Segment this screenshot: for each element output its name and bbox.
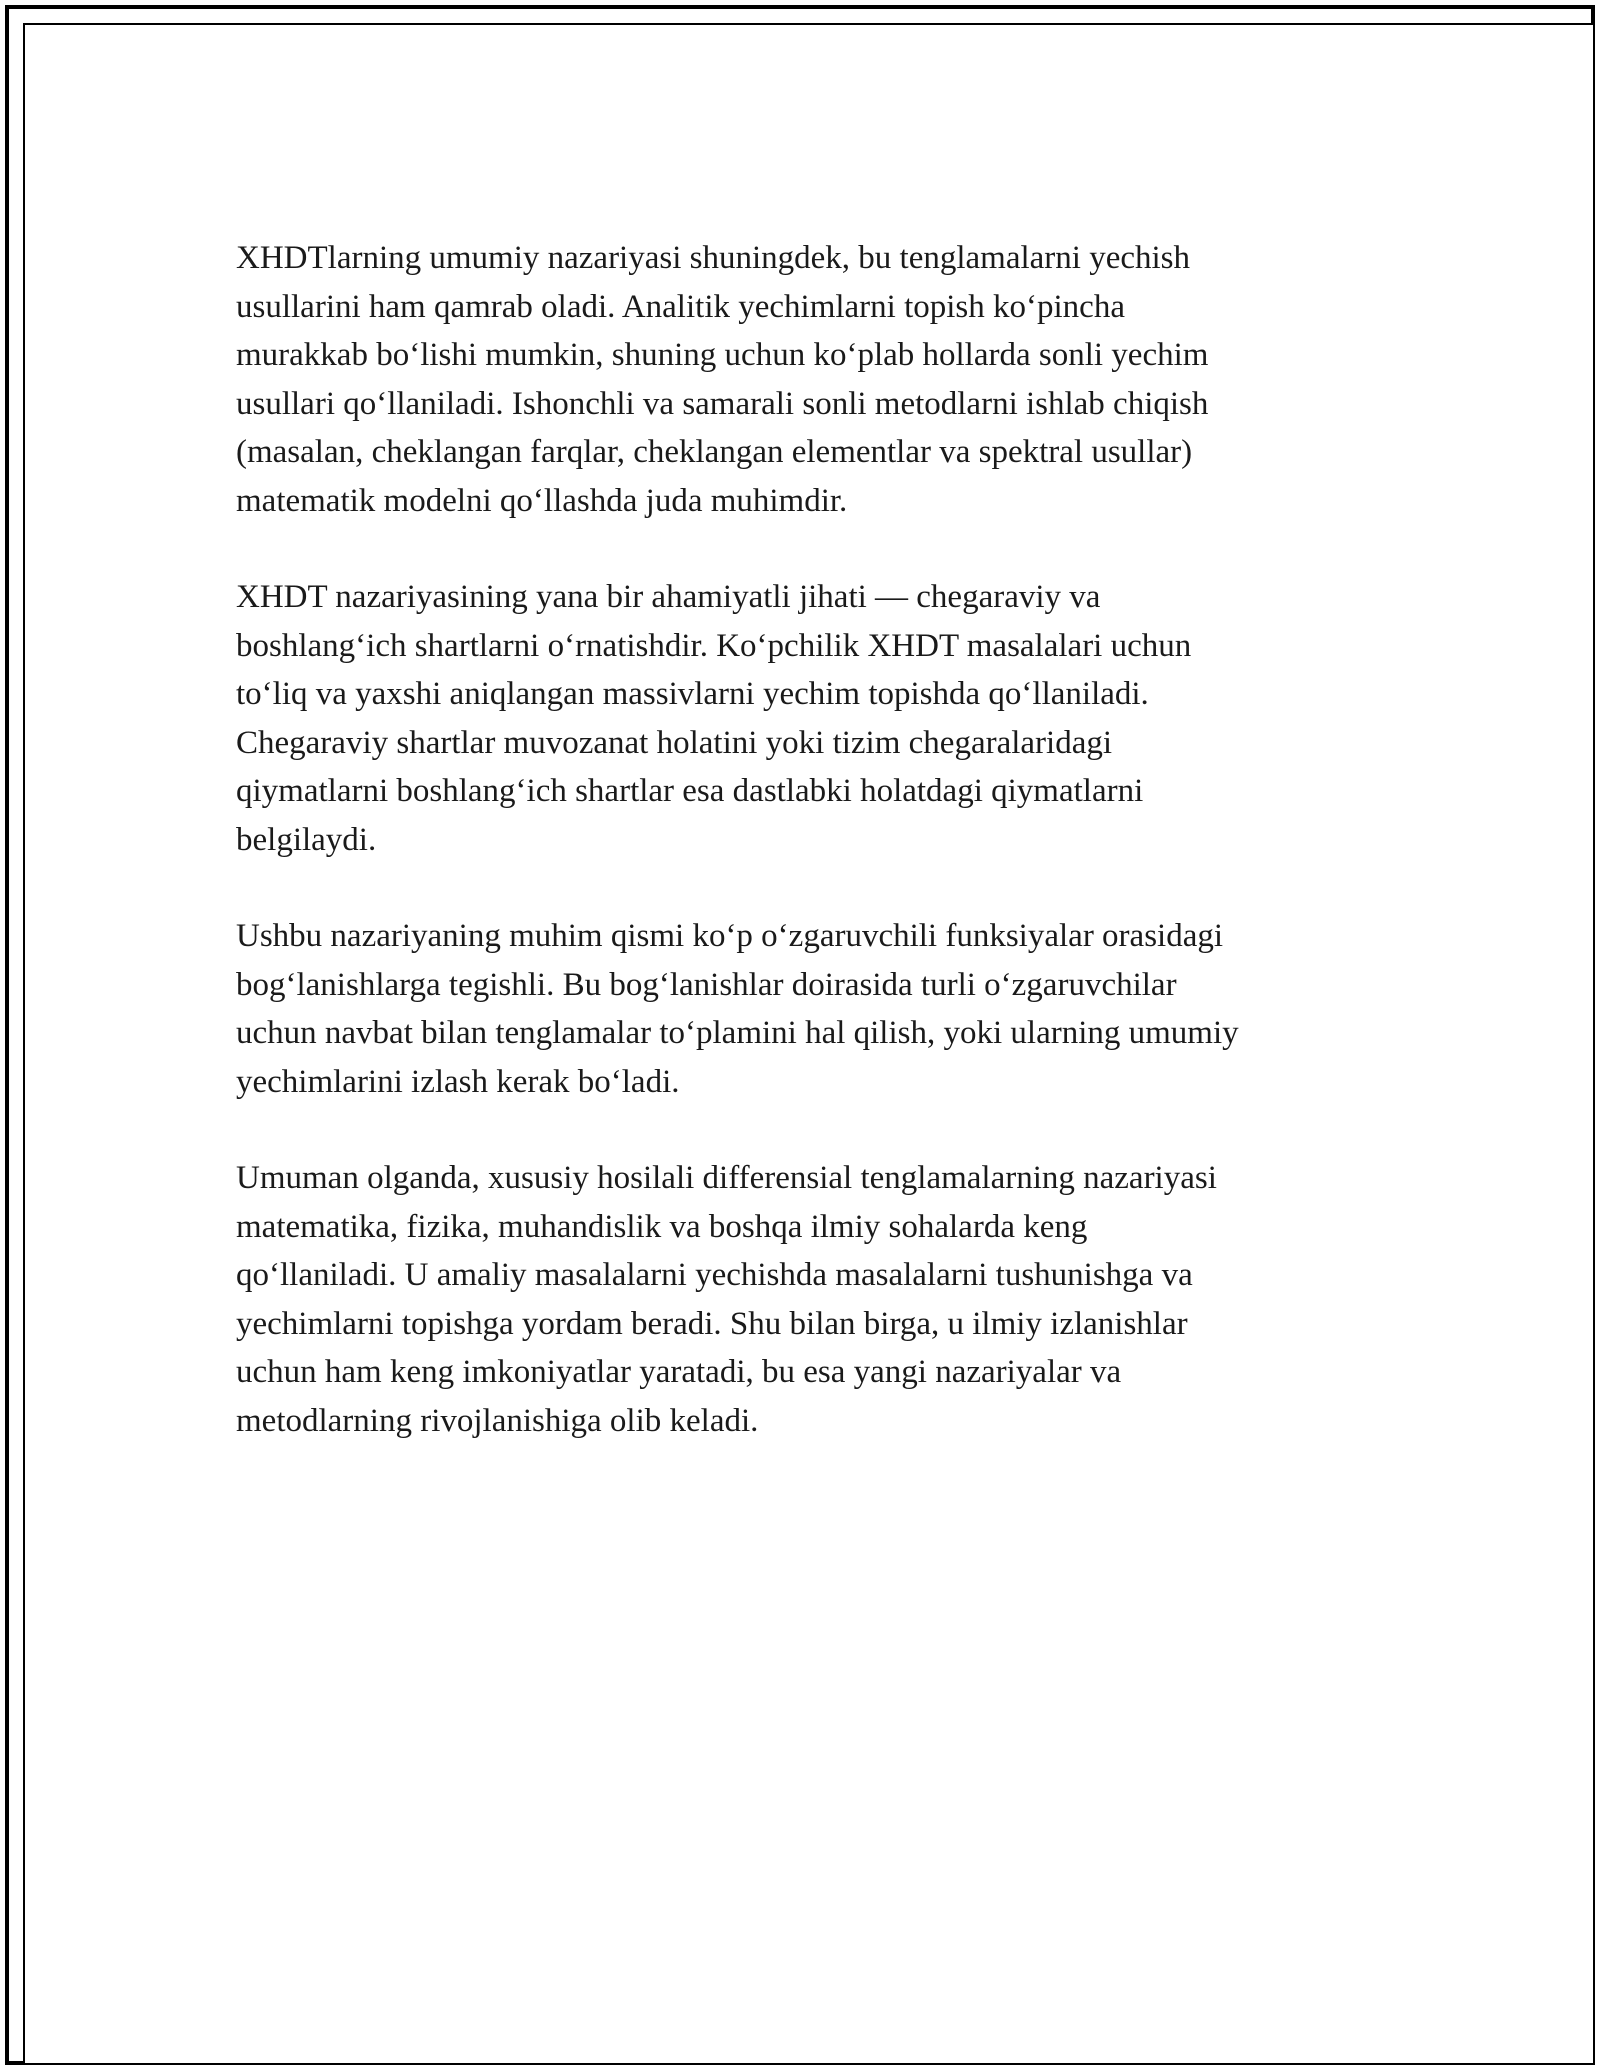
- text-line: uchun ham keng imkoniyatlar yaratadi, bu esa yangi nazariyalar va: [236, 1354, 1122, 1390]
- text-line: murakkab bo‘lishi mumkin, shuning uchun ko‘plab hollarda sonli yechim: [236, 337, 1209, 373]
- text-line: bog‘lanishlarga tegishli. Bu bog‘lanishlar doirasida turli o‘zgaruvchilar: [236, 966, 1177, 1003]
- text-line: matematik modelni qo‘llashda juda muhimdir.: [236, 482, 848, 519]
- paragraph-2: [236, 573, 1386, 864]
- text-line: metodlarning rivojlanishiga olib keladi.: [236, 1402, 759, 1439]
- text-line: uchun navbat bilan tenglamalar to‘plamini hal qilish, yoki ularning umumiy: [236, 1015, 1239, 1051]
- text-line: (masalan, cheklangan farqlar, cheklangan elementlar va spektral usullar): [236, 434, 1193, 470]
- text-line: yechimlarni topishga yordam beradi. Shu bilan birga, u ilmiy izlanishlar: [236, 1305, 1188, 1342]
- text-line: matematika, fizika, muhandislik va boshqa ilmiy sohalarda keng: [236, 1208, 1088, 1245]
- text-line: usullari qo‘llaniladi. Ishonchli va samarali sonli metodlarni ishlab chiqish: [236, 385, 1209, 422]
- paragraph-4: [236, 1154, 1386, 1445]
- text-line: XHDTlarning umumiy nazariyasi shuningdek, bu tenglamalarni yechish: [236, 240, 1191, 276]
- text-line: yechimlarini izlash kerak bo‘ladi.: [236, 1063, 680, 1100]
- text-line: boshlang‘ich shartlarni o‘rnatishdir. Ko‘pchilik XHDT masalalari uchun: [236, 627, 1192, 664]
- paragraph-1: [236, 234, 1386, 525]
- text-line: to‘liq va yaxshi aniqlangan massivlarni yechim topishda qo‘llaniladi.: [236, 676, 1149, 712]
- text-line: Ushbu nazariyaning muhim qismi ko‘p o‘zgaruvchili funksiyalar orasidagi: [236, 918, 1224, 954]
- text-line: usullarini ham qamrab oladi. Analitik yechimlarni topish ko‘pincha: [236, 288, 1125, 325]
- text-line: Umuman olganda, xususiy hosilali differensial tenglamalarning nazariyasi: [236, 1160, 1217, 1196]
- text-line: XHDT nazariyasining yana bir ahamiyatli jihati — chegaraviy va: [236, 579, 1101, 615]
- text-line: belgilaydi.: [236, 821, 377, 858]
- text-line: Chegaraviy shartlar muvozanat holatini yoki tizim chegaralaridagi: [236, 724, 1113, 761]
- text-line: qo‘llaniladi. U amaliy masalalarni yechishda masalalarni tushunishga va: [236, 1257, 1193, 1293]
- text-line: qiymatlarni boshlang‘ich shartlar esa dastlabki holatdagi qiymatlarni: [236, 773, 1144, 809]
- paragraph-3: [236, 912, 1386, 1106]
- document-body: [236, 234, 1386, 1493]
